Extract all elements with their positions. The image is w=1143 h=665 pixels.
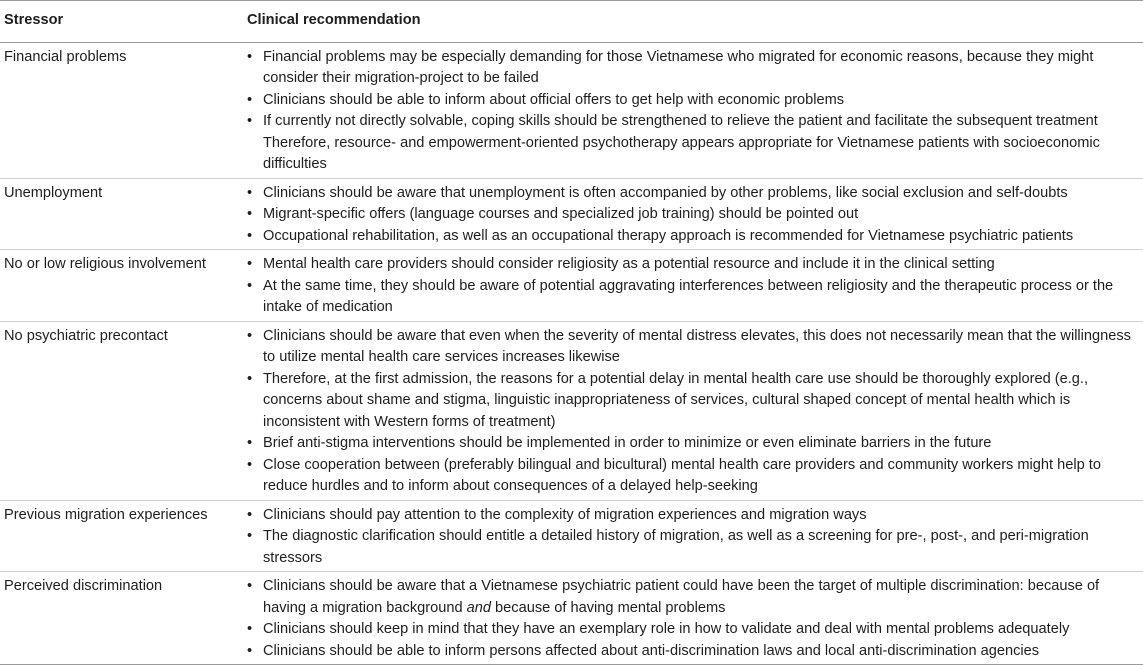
stressor-column-header: Stressor [0,1,247,43]
recommendation-cell [247,321,1143,500]
list-item: • Therefore, at the first admission, the reasons for a potential delay in mental health care use should be thoroughly explored (e.g., concerns about shame and stigma, linguistic inappropriateness of services, cultural shaped concept of mental health which is inconsistent with Western forms of treatment) [247,370,1089,430]
list-item: • Financial problems may be especially demanding for those Vietnamese who migrated for economic reasons, because they might consider their migration-project to be failed [247,48,1094,86]
bullet-icon: • [247,113,253,129]
bullet-icon: • [247,327,253,344]
recommendation-cell [247,250,1143,322]
bullet-icon: • [247,578,253,594]
stressor-cell: Perceived discrimination [0,572,247,665]
recommendation-cell [247,42,1143,178]
bullet-icon: • [247,621,253,637]
stressor-cell: No or low religious involvement [0,250,247,322]
emphasis-text: and [466,599,491,616]
bullet-icon: • [247,256,253,272]
list-item: • Clinicians should be able to inform about official offers to get help with economic problems [247,90,1143,112]
bullet-icon: • [247,456,253,473]
bullet-icon: • [247,227,253,244]
table-row [0,321,1143,500]
recommendation-list [247,183,1143,248]
list-item: • If currently not directly solvable, coping skills should be strengthened to relieve the patient and facilitate the subsequent treatment [247,111,1143,133]
bullet-icon: • [247,642,253,659]
table-row [0,572,1143,665]
bullet-icon: • [247,435,253,451]
list-item: • Close cooperation between (preferably bilingual and bicultural) mental health care providers and community workers might help to reduce hurdles and to inform about consequences of a delayed help-seeking [247,456,1101,494]
recommendation-list [247,47,1143,176]
recommendation-column-header: Clinical recommendation [247,1,1143,43]
stressor-cell: No psychiatric precontact [0,321,247,500]
bullet-icon: • [247,528,253,544]
bullet-icon: • [247,370,253,387]
bullet-icon: • [247,184,253,201]
recommendation-list [247,326,1143,498]
list-item: • Clinicians should pay attention to the complexity of migration experiences and migration ways [247,505,1143,527]
list-item: • Clinicians should be able to inform persons affected about anti-discrimination laws and local anti-discrimination agencies [247,641,1143,663]
recommendation-list [247,254,1143,319]
list-item-continuation: Therefore, resource- and empowerment-oriented psychotherapy appears appropriate for Vietnamese patients with socioeconomic difficulties [263,134,1100,172]
list-item: • Brief anti-stigma interventions should be implemented in order to minimize or even eliminate barriers in the future [247,433,1143,455]
recommendation-cell [247,500,1143,572]
list-item: • Clinicians should be aware that a Vietnamese psychiatric patient could have been the target of multiple discrimination: because of having a migration background and because of having mental problems [247,578,1100,616]
stressor-cell: Financial problems [0,42,247,178]
bullet-icon: • [247,506,253,523]
stressor-cell: Previous migration experiences [0,500,247,572]
list-item: • Occupational rehabilitation, as well as an occupational therapy approach is recommended for Vietnamese psychiatric patients [247,226,1143,248]
bullet-icon: • [247,48,253,65]
table-row [0,42,1143,178]
list-item: • Migrant-specific offers (language courses and specialized job training) should be pointed out [247,204,1143,226]
list-item: • Clinicians should keep in mind that they have an exemplary role in how to validate and deal with mental problems adequately [247,619,1143,641]
list-item: • Mental health care providers should consider religiosity as a potential resource and include it in the clinical setting [247,254,1143,276]
recommendation-list [247,576,1143,662]
table-row [0,178,1143,250]
recommendation-cell [247,178,1143,250]
bullet-icon: • [247,91,253,108]
list-item: • At the same time, they should be aware of potential aggravating interferences between religiosity and the therapeutic process or the intake of medication [247,277,1114,315]
table-header-row [0,1,1143,43]
recommendation-list [247,505,1143,570]
bullet-icon: • [247,277,253,294]
list-item: • Clinicians should be aware that even when the severity of mental distress elevates, this does not necessarily mean that the willingness to utilize mental health care services increases likewise [247,327,1131,365]
list-item: • The diagnostic clarification should entitle a detailed history of migration, as well as a screening for pre-, post-, and peri-migration stressors [247,528,1089,566]
stressor-cell: Unemployment [0,178,247,250]
recommendation-cell [247,572,1143,665]
list-item: • Clinicians should be aware that unemployment is often accompanied by other problems, like social exclusion and self-doubts [247,183,1143,205]
table-row [0,500,1143,572]
bullet-icon: • [247,206,253,222]
table-row [0,250,1143,322]
